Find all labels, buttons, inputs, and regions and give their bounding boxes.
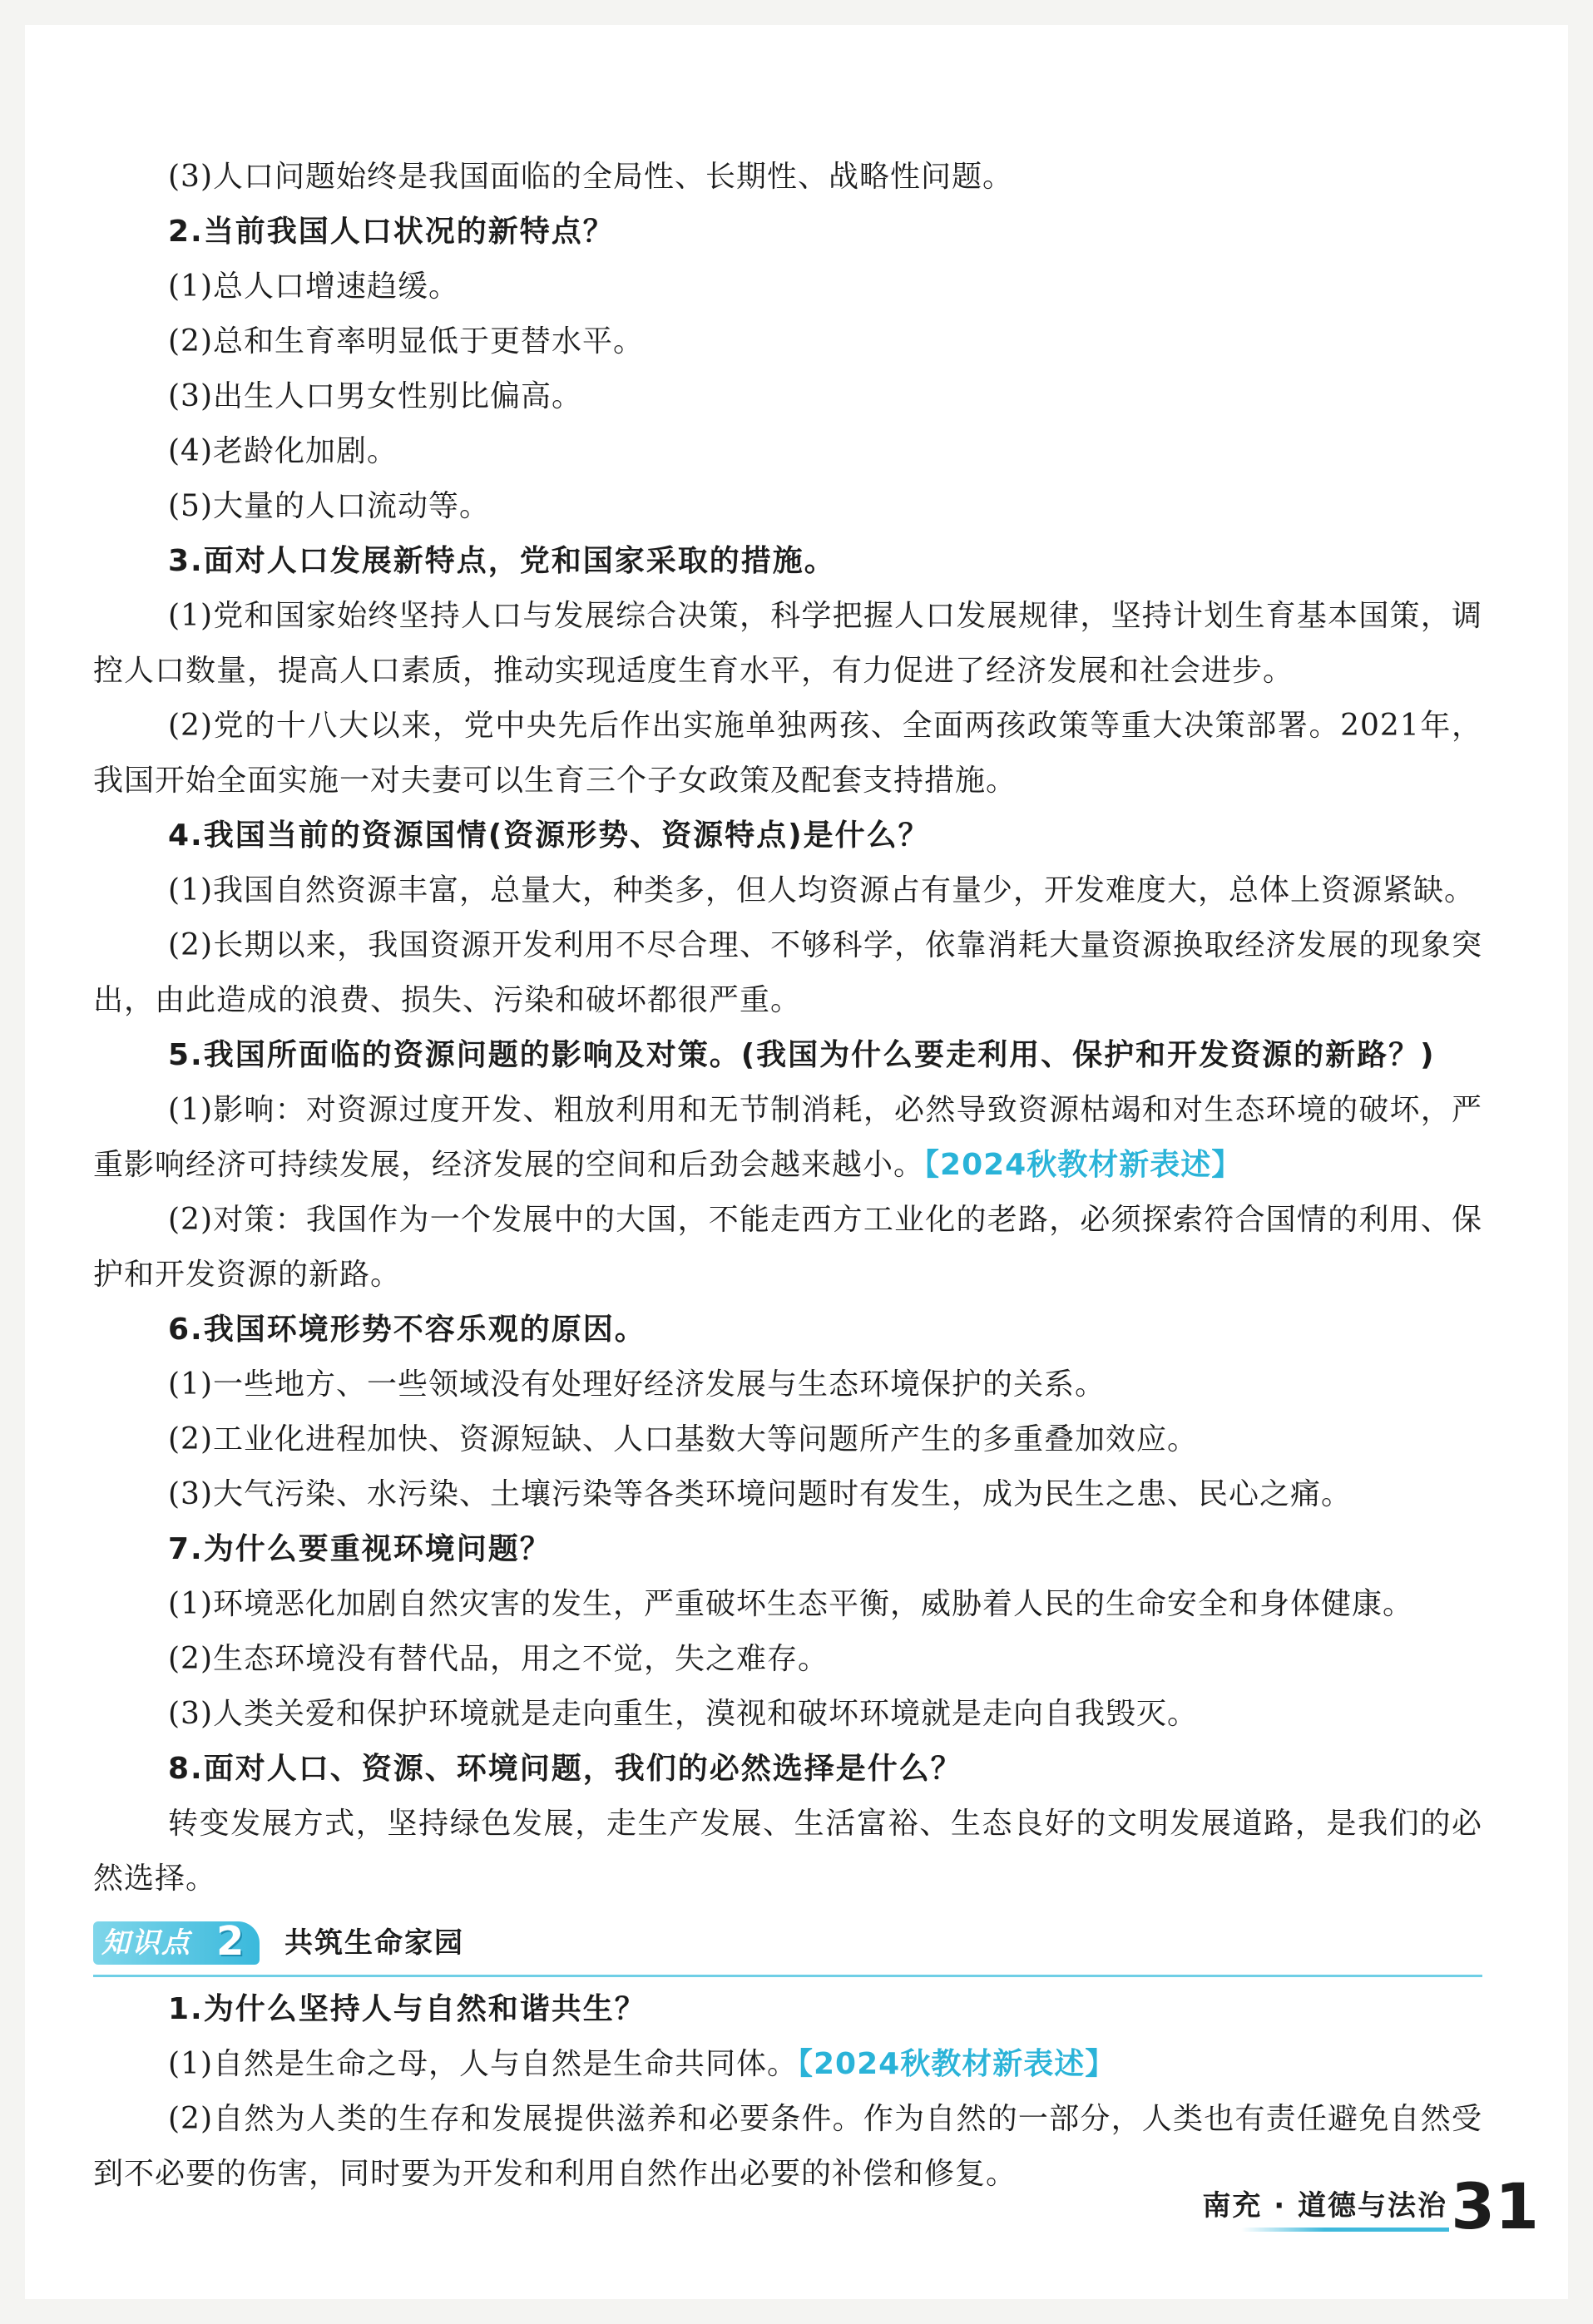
question-heading: 4.我国当前的资源国情(资源形势、资源特点)是什么？ xyxy=(168,818,930,853)
paragraph: (1)总人口增速趋缓。 xyxy=(168,269,459,304)
paragraph: (3)出生人口男女性别比偏高。 xyxy=(168,379,582,413)
paragraph: (1)一些地方、一些领域没有处理好经济发展与生态环境保护的关系。 xyxy=(168,1367,1106,1402)
footer-underline xyxy=(1241,2228,1449,2232)
paragraph: (2)生态环境没有替代品，用之不觉，失之难存。 xyxy=(168,1642,829,1676)
paragraph: (2)对策：我国作为一个发展中的大国，不能走西方工业化的老路，必须探索符合国情的利用、保护和开发资源的新路。 xyxy=(93,1203,1482,1292)
paragraph xyxy=(93,2037,1482,2092)
paragraph: (2)总和生育率明显低于更替水平。 xyxy=(168,324,644,358)
section-banner xyxy=(93,1918,1482,1977)
section-title: 共筑生命家园 xyxy=(284,1926,464,1960)
paragraph: (3)大气污染、水污染、土壤污染等各类环境问题时有发生，成为民生之患、民心之痛。 xyxy=(168,1477,1352,1511)
paragraph: (2)工业化进程加快、资源短缺、人口基数大等问题所产生的多重叠加效应。 xyxy=(168,1422,1198,1456)
question-heading: 5.我国所面临的资源问题的影响及对策。(我国为什么要走利用、保护和开发资源的新路？) xyxy=(168,1038,1436,1072)
new-edition-tag: 【2024秋教材新表述】 xyxy=(924,1148,1243,1182)
paragraph: (1)我国自然资源丰富，总量大，种类多，但人均资源占有量少，开发难度大，总体上资源紧缺。 xyxy=(168,873,1475,907)
knowledge-point-badge xyxy=(93,1918,260,1965)
question-heading: 3.面对人口发展新特点，党和国家采取的措施。 xyxy=(168,544,836,578)
question-heading: 6.我国环境形势不容乐观的原因。 xyxy=(168,1313,646,1347)
paragraph: (1)环境恶化加剧自然灾害的发生，严重破坏生态平衡，威胁着人民的生命安全和身体健康。 xyxy=(168,1587,1413,1621)
question-heading: 7.为什么要重视环境问题？ xyxy=(168,1532,552,1566)
footer-label: 南充 · 道德与法治 xyxy=(1202,2189,1447,2223)
paragraph: (3)人口问题始终是我国面临的全局性、长期性、战略性问题。 xyxy=(168,160,1013,194)
question-heading: 1.为什么坚持人与自然和谐共生？ xyxy=(168,1992,646,2026)
paragraph: (2)长期以来，我国资源开发利用不尽合理、不够科学，依靠消耗大量资源换取经济发展的现象突出，由此造成的浪费、损失、污染和破坏都很严重。 xyxy=(93,928,1482,1017)
paragraph xyxy=(93,1083,1482,1193)
knowledge-point-number: 2 xyxy=(216,1918,245,1965)
paragraph: (1)党和国家始终坚持人口与发展综合决策，科学把握人口发展规律，坚持计划生育基本国策，调控人口数量，提高人口素质，推动实现适度生育水平，有力促进了经济发展和社会进步。 xyxy=(93,599,1482,688)
paragraph-text: (1)自然是生命之母，人与自然是生命共同体。 xyxy=(168,2047,798,2081)
paragraph: (2)自然为人类的生存和发展提供滋养和必要条件。作为自然的一部分，人类也有责任避免自然受到不必要的伤害，同时要为开发和利用自然作出必要的补偿和修复。 xyxy=(93,2102,1482,2191)
paragraph: (3)人类关爱和保护环境就是走向重生，漠视和破坏环境就是走向自我毁灭。 xyxy=(168,1697,1198,1731)
new-edition-tag: 【2024秋教材新表述】 xyxy=(798,2047,1116,2081)
document-page xyxy=(25,25,1568,2299)
paragraph: 转变发展方式，坚持绿色发展，走生产发展、生活富裕、生态良好的文明发展道路，是我们的必然选择。 xyxy=(93,1807,1482,1896)
page-content xyxy=(93,150,1482,2202)
paragraph: (2)党的十八大以来，党中央先后作出实施单独两孩、全面两孩政策等重大决策部署。2021年，我国开始全面实施一对夫妻可以生育三个子女政策及配套支持措施。 xyxy=(93,709,1482,798)
paragraph: (4)老龄化加剧。 xyxy=(168,434,398,468)
page-number: 31 xyxy=(1451,2169,1539,2243)
question-heading: 2.当前我国人口状况的新特点？ xyxy=(168,215,615,249)
question-heading: 8.面对人口、资源、环境问题，我们的必然选择是什么？ xyxy=(168,1752,962,1786)
paragraph-text: (1)影响：对资源过度开发、粗放利用和无节制消耗，必然导致资源枯竭和对生态环境的破坏，严重影响经济可持续发展，经济发展的空间和后劲会越来越小。 xyxy=(93,1093,1482,1182)
knowledge-point-label: 知识点 xyxy=(101,1926,191,1960)
page-footer xyxy=(1140,2171,1539,2246)
paragraph: (5)大量的人口流动等。 xyxy=(168,489,490,523)
